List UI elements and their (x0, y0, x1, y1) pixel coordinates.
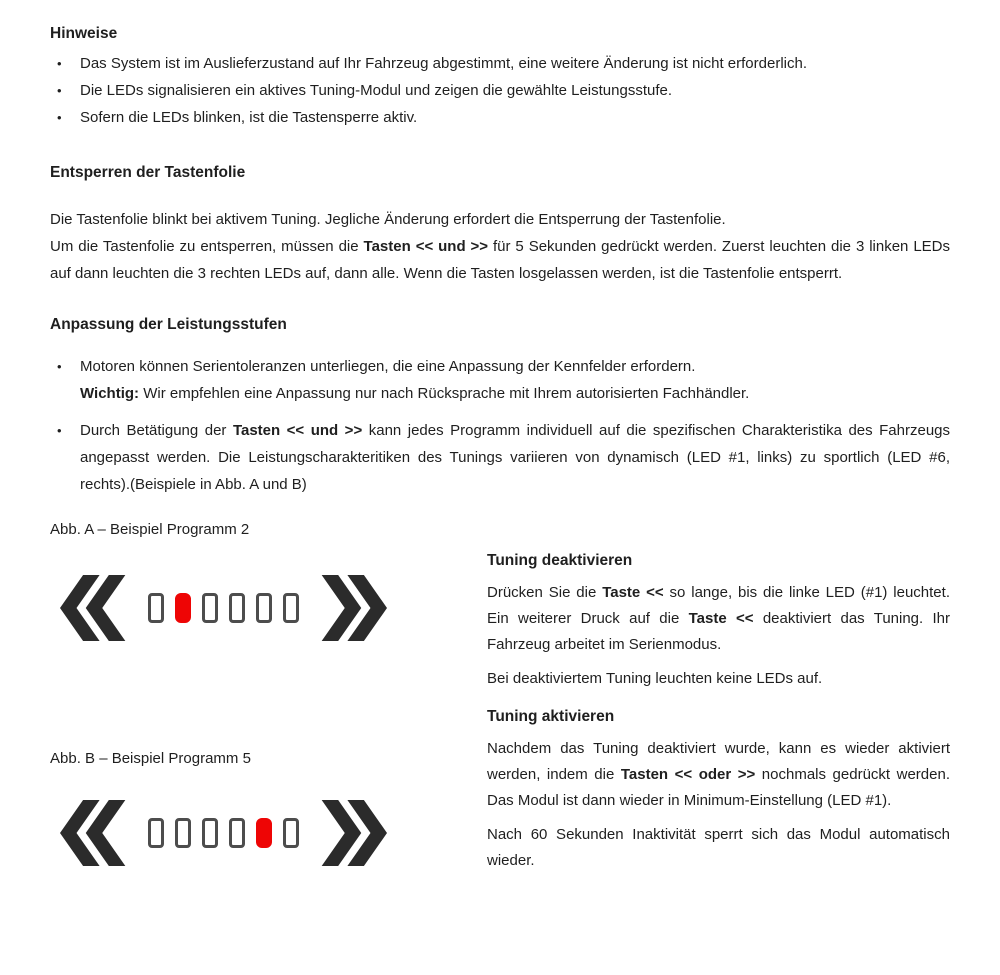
figure-b-led-panel (60, 800, 487, 866)
para-segment: Wir empfehlen eine Anpassung nur nach Rücksprache mit Ihrem autorisierten Fachhändler. (139, 385, 750, 402)
hinweise-bullet-list (50, 50, 950, 131)
entsperren-paragraph (50, 206, 950, 287)
para-segment: nochmals gedrückt werden. Das Modul ist dann wieder in Minimum-Einstellung (LED #1). (487, 766, 950, 809)
led-6 (283, 818, 299, 848)
para-segment: für 5 Sekunden gedrückt werden. Zuerst leuchten die 3 linken LEDs auf dann leuchten die 3 rechten LEDs auf, dann alle. Wenn die Tasten losgelassen werden, ist die Tastenfolie entsperrt. (50, 238, 951, 282)
tuning-deaktivieren-title: Tuning deaktivieren (487, 552, 633, 569)
section-anpassung (50, 311, 950, 498)
figures-and-instructions (50, 508, 950, 874)
anpassung-title: Anpassung der Leistungsstufen (50, 316, 287, 333)
figure-a-led-panel (60, 575, 487, 641)
keys-label: Taste << (602, 584, 664, 601)
keys-label: Tasten << oder >> (620, 766, 756, 783)
led-3 (202, 593, 218, 623)
led-5-active (256, 818, 272, 848)
entsperren-title: Entsperren der Tastenfolie (50, 164, 246, 181)
led-1 (148, 593, 164, 623)
led-2-active (175, 593, 191, 623)
list-item (50, 417, 950, 498)
wichtig-label: Wichtig: (80, 385, 140, 402)
figure-a-caption: Abb. A – Beispiel Programm 2 (50, 521, 250, 538)
tuning-aktivieren-paragraph (487, 736, 950, 814)
section-entsperren (50, 159, 950, 287)
led-1 (148, 818, 164, 848)
para-segment: kann jedes Programm individuell auf die spezifischen Charakteristika des Fahrzeugs angepasst werden. Die Leistungscharakteritiken des Tunings variieren von dynamisch (LED #1, links) zu sportlich (LED #6, rechts).(Beispiele in Abb. A und B) (80, 422, 951, 493)
list-item (50, 77, 950, 104)
bullet-text: Das System ist im Auslieferzustand auf Ihr Fahrzeug abgestimmt, eine weitere Änderung ist nicht erforderlich. (80, 55, 807, 72)
tuning-deaktivieren-paragraph (487, 580, 950, 658)
led-3 (202, 818, 218, 848)
led-5 (256, 593, 272, 623)
bullet-text: Die LEDs signalisieren ein aktives Tuning-Modul und zeigen die gewählte Leistungsstufe. (80, 82, 673, 99)
led-2 (175, 818, 191, 848)
led-row (148, 593, 299, 623)
list-item (50, 104, 950, 131)
para-segment: Drücken Sie die (487, 584, 603, 601)
anpassung-bullet-list (50, 353, 950, 498)
figure-b-caption: Abb. B – Beispiel Programm 5 (50, 750, 251, 767)
bullet-icon: • (57, 359, 62, 374)
keys-label: Tasten << und >> (232, 422, 363, 439)
para-segment: Durch Betätigung der (80, 422, 233, 439)
keys-label: Tasten << und >> (363, 238, 489, 255)
instructions-column (487, 508, 950, 874)
bullet-icon: • (57, 56, 62, 71)
led-4 (229, 593, 245, 623)
bullet-icon: • (57, 83, 62, 98)
chevron-right-icon (321, 800, 387, 866)
para-segment: Die Tastenfolie blinkt bei aktivem Tuning. Jegliche Änderung erfordert die Entsperrung der Tastenfolie. (50, 211, 726, 228)
led-6 (283, 593, 299, 623)
bullet-text (80, 417, 950, 498)
chevron-left-icon (60, 800, 126, 866)
led-4 (229, 818, 245, 848)
bullet-text: Sofern die LEDs blinken, ist die Tastensperre aktiv. (80, 109, 418, 126)
para-segment: so lange, bis die linke LED (#1) leuchtet. Ein weiterer Druck auf die (487, 584, 950, 627)
chevron-left-icon (60, 575, 126, 641)
keys-label: Taste << (688, 610, 754, 627)
bullet-text (80, 353, 950, 407)
tuning-deaktivieren-note: Bei deaktiviertem Tuning leuchten keine LEDs auf. (487, 670, 823, 687)
bullet-icon: • (57, 423, 62, 438)
tuning-aktivieren-title: Tuning aktivieren (487, 708, 615, 725)
hinweise-title: Hinweise (50, 25, 118, 42)
chevron-right-icon (321, 575, 387, 641)
figures-column (50, 508, 487, 874)
led-row (148, 818, 299, 848)
bullet-icon: • (57, 110, 62, 125)
para-segment: Nachdem das Tuning deaktiviert wurde, kann es wieder aktiviert werden, indem die (487, 740, 950, 783)
para-segment: Um die Tastenfolie zu entsperren, müssen die (50, 238, 364, 255)
section-hinweise (50, 20, 950, 131)
para-segment: deaktiviert das Tuning. Ihr Fahrzeug arbeitet im Serienmodus. (487, 610, 950, 653)
tuning-aktivieren-note: Nach 60 Sekunden Inaktivität sperrt sich das Modul automatisch wieder. (487, 826, 950, 869)
list-item (50, 50, 950, 77)
para-segment: Motoren können Serientoleranzen unterliegen, die eine Anpassung der Kennfelder erfordern. (80, 358, 696, 375)
list-item (50, 353, 950, 407)
